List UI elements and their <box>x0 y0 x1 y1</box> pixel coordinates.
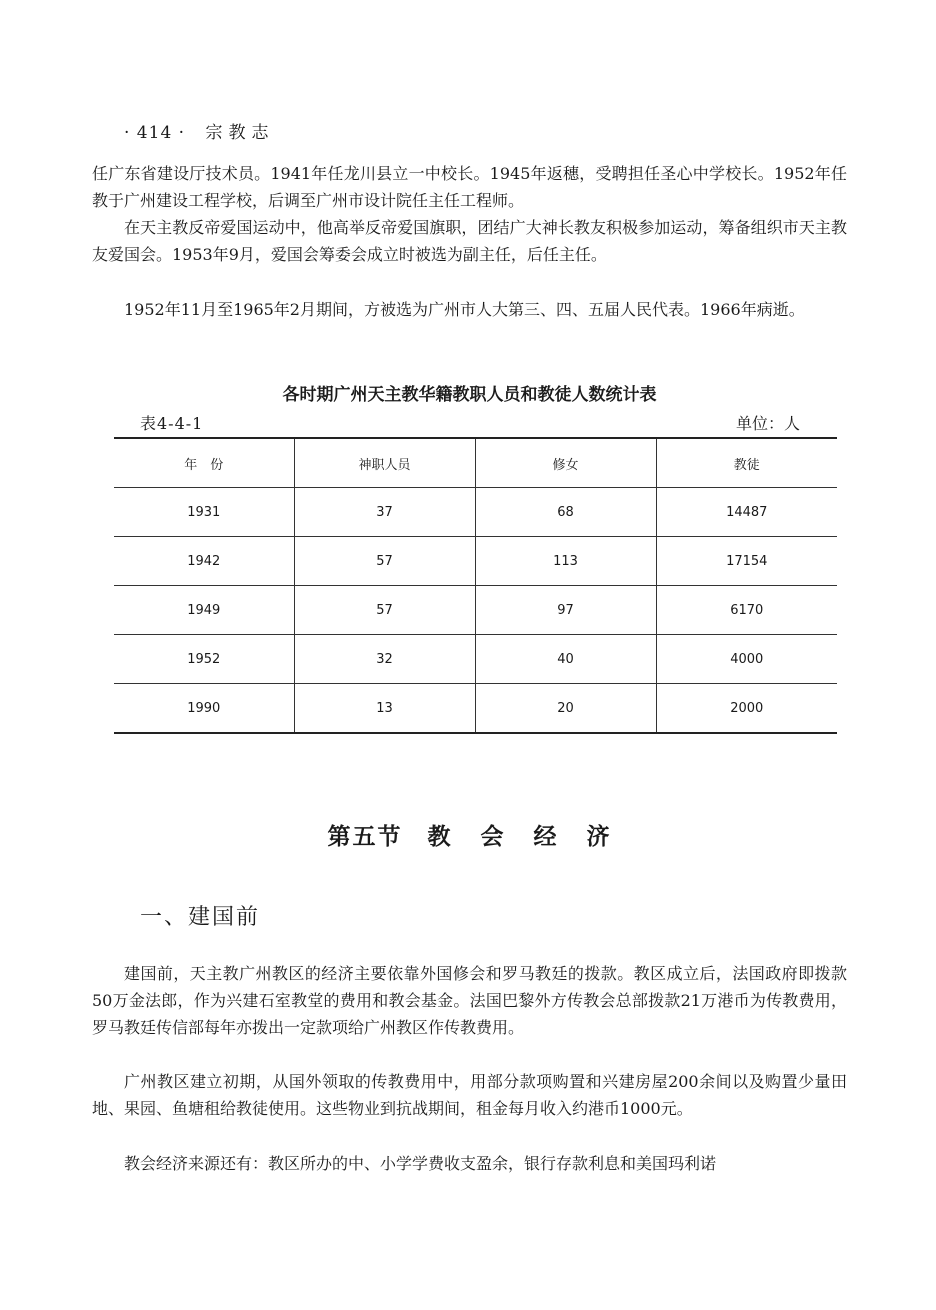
table-row <box>114 488 837 537</box>
table-cell: 37 <box>294 488 475 537</box>
paragraph: 建国前，天主教广州教区的经济主要依靠外国修会和罗马教廷的拨款。教区成立后，法国政府即拨款50万金法郎，作为兴建石室教堂的费用和教会基金。法国巴黎外方传教会总部拨款21万港币为传教费用，罗马教廷传信部每年亦拨出一定款项给广州教区作传教费用。 <box>92 964 847 1037</box>
table-cell: 1942 <box>114 537 294 586</box>
column-header-believers: 教徒 <box>656 438 837 488</box>
table-cell: 2000 <box>656 684 837 734</box>
page-number: · 414 · <box>124 123 186 143</box>
table-unit: 单位：人 <box>736 414 801 433</box>
table-cell: 1990 <box>114 684 294 734</box>
table-cell: 1931 <box>114 488 294 537</box>
column-header-nuns: 修女 <box>475 438 656 488</box>
column-header-clergy: 神职人员 <box>294 438 475 488</box>
table-cell: 14487 <box>656 488 837 537</box>
table-row <box>114 586 837 635</box>
table-row <box>114 537 837 586</box>
paragraph: 1952年11月至1965年2月期间，方被选为广州市人大第三、四、五届人民代表。1966年病逝。 <box>124 300 805 319</box>
table-cell: 40 <box>475 635 656 684</box>
table-number: 表4-4-1 <box>140 414 204 433</box>
table-cell: 57 <box>294 537 475 586</box>
table-cell: 13 <box>294 684 475 734</box>
table-cell: 1949 <box>114 586 294 635</box>
table-cell: 6170 <box>656 586 837 635</box>
table-cell: 68 <box>475 488 656 537</box>
paragraph: 广州教区建立初期，从国外领取的传教费用中，用部分款项购置和兴建房屋200余间以及购置少量田地、果园、鱼塘租给教徒使用。这些物业到抗战期间，租金每月收入约港币1000元。 <box>92 1072 847 1118</box>
running-header <box>124 118 274 143</box>
table-header-row <box>114 438 837 488</box>
table-cell: 113 <box>475 537 656 586</box>
table-cell: 20 <box>475 684 656 734</box>
table-cell: 17154 <box>656 537 837 586</box>
table-cell: 57 <box>294 586 475 635</box>
table-cell: 1952 <box>114 635 294 684</box>
paragraph: 任广东省建设厅技术员。1941年任龙川县立一中校长。1945年返穗，受聘担任圣心中学校长。1952年任教于广州建设工程学校，后调至广州市设计院任主任工程师。 <box>92 164 847 210</box>
statistics-table <box>114 437 837 734</box>
subsection-title: 一、建国前 <box>140 905 261 930</box>
table-row <box>114 684 837 734</box>
column-header-year: 年 份 <box>114 438 294 488</box>
table-title: 各时期广州天主教华籍教职人员和教徒人数统计表 <box>282 385 657 405</box>
book-title: 宗教志 <box>205 123 275 143</box>
paragraph: 在天主教反帝爱国运动中，他高举反帝爱国旗职，团结广大神长教友积极参加运动，筹备组织市天主教友爱国会。1953年9月，爱国会筹委会成立时被选为副主任，后任主任。 <box>92 218 847 264</box>
table-cell: 97 <box>475 586 656 635</box>
table-cell: 32 <box>294 635 475 684</box>
paragraph: 教会经济来源还有：教区所办的中、小学学费收支盈余，银行存款利息和美国玛利诺 <box>124 1154 717 1173</box>
section-title: 第五节 教 会 经 济 <box>327 824 612 850</box>
table-row <box>114 635 837 684</box>
table-cell: 4000 <box>656 635 837 684</box>
